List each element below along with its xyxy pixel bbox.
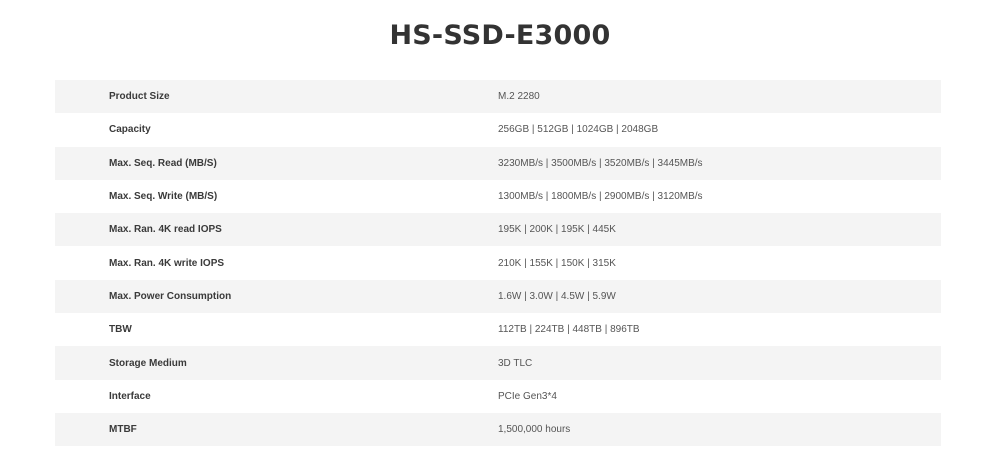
spec-name: Storage Medium [109,357,187,369]
spec-value: 1300MB/s | 1800MB/s | 2900MB/s | 3120MB/s [498,191,703,203]
spec-value: 1,500,000 hours [498,424,571,436]
spec-row-4k-read [55,213,941,246]
spec-table [55,80,941,446]
spec-value: 195K | 200K | 195K | 445K [498,224,616,236]
spec-name: Interface [109,390,151,402]
spec-name: Max. Seq. Write (MB/S) [109,191,218,203]
page-title: HS-SSD-E3000 [389,20,611,51]
spec-row-interface [55,380,941,413]
spec-row-product-size [55,80,941,113]
spec-row-storage-medium [55,346,941,379]
spec-value: 256GB | 512GB | 1024GB | 2048GB [498,124,659,136]
spec-value: PCIe Gen3*4 [498,390,557,402]
spec-name: Capacity [109,124,151,136]
spec-value: M.2 2280 [498,91,540,103]
spec-row-mtbf [55,413,941,446]
spec-value: 112TB | 224TB | 448TB | 896TB [498,324,640,336]
spec-name: Max. Ran. 4K write IOPS [109,257,225,269]
spec-row-power [55,280,941,313]
spec-name: MTBF [109,424,137,436]
spec-row-seq-write [55,180,941,213]
spec-row-tbw [55,313,941,346]
spec-value: 3230MB/s | 3500MB/s | 3520MB/s | 3445MB/s [498,157,703,169]
spec-value: 210K | 155K | 150K | 315K [498,257,616,269]
spec-value: 3D TLC [498,357,533,369]
spec-name: Max. Seq. Read (MB/S) [109,157,217,169]
spec-row-capacity [55,113,941,146]
spec-name: Max. Power Consumption [109,290,232,302]
spec-row-4k-write [55,246,941,279]
spec-name: TBW [109,324,132,336]
spec-row-seq-read [55,147,941,180]
spec-value: 1.6W | 3.0W | 4.5W | 5.9W [498,290,616,302]
spec-name: Max. Ran. 4K read IOPS [109,224,222,236]
spec-name: Product Size [109,91,170,103]
